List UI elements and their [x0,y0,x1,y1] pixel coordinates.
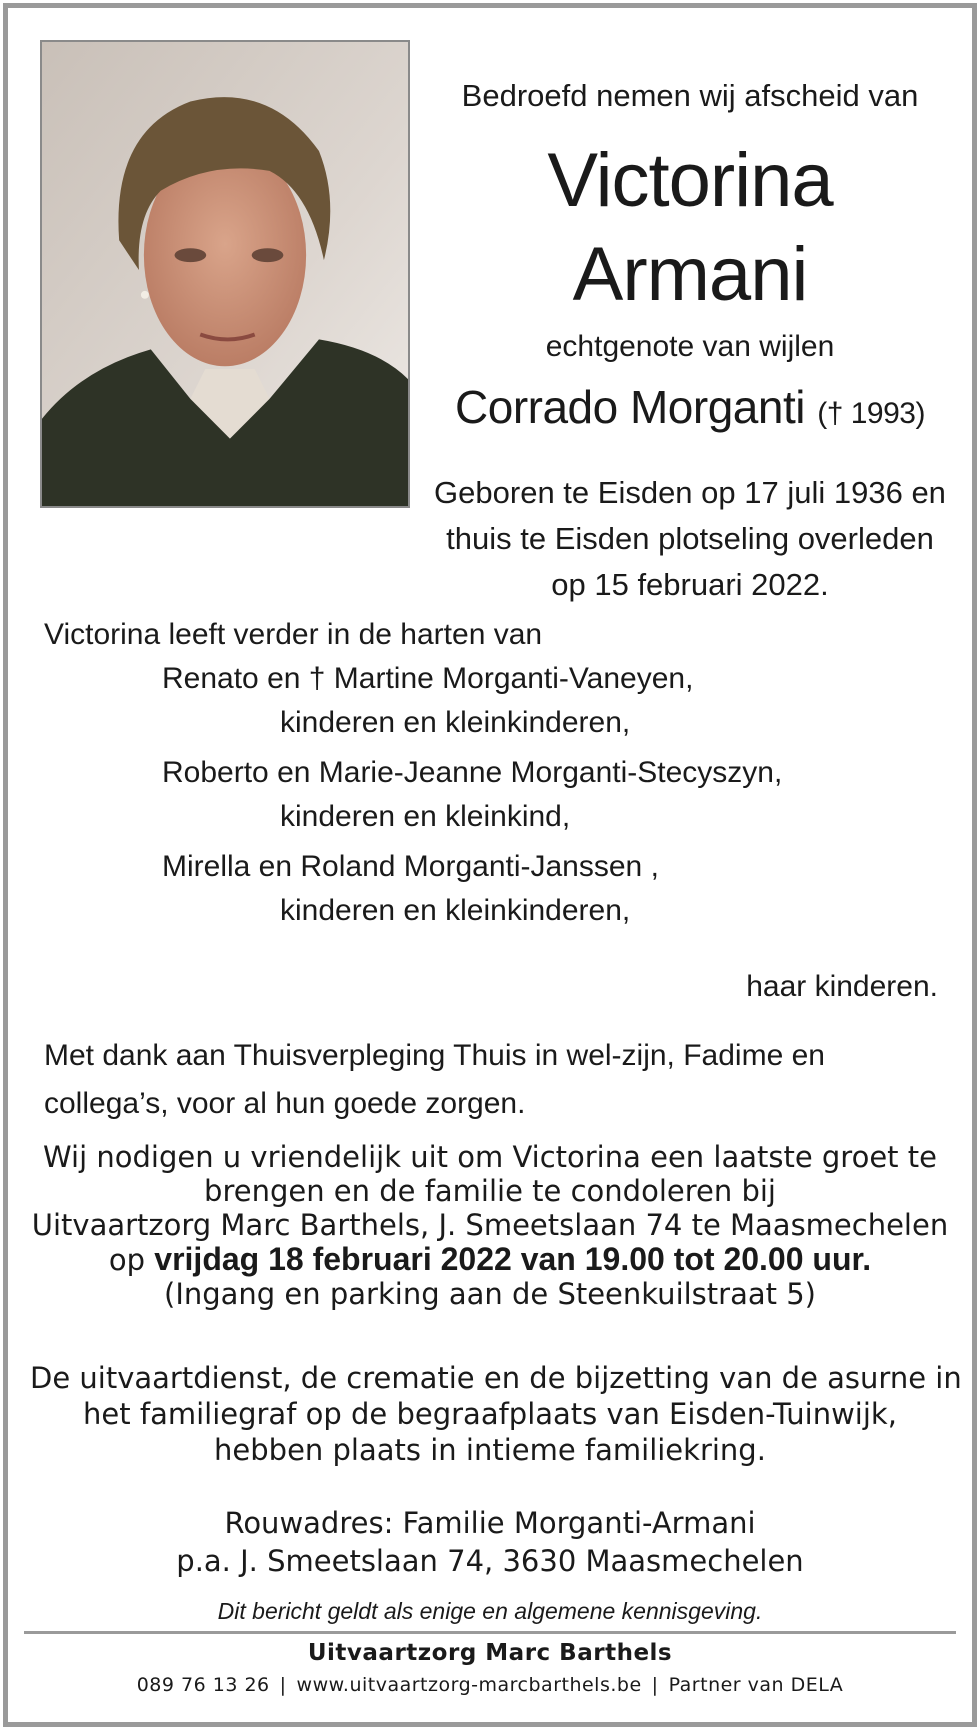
service-line: het familiegraf op de begraafplaats van Eisden-Tuinwijk, [83,1397,897,1431]
mourning-address [30,1504,950,1580]
lives-on-text: Victorina leeft verder in de harten van [44,618,543,651]
born-line: Geboren te Eisden op 17 juli 1936 en [434,475,946,510]
invite-line: (Ingang en parking aan de Steenkuilstraat 5) [164,1277,816,1311]
footer-divider [24,1631,956,1634]
portrait-image [42,42,408,506]
invite-datetime-line [30,1242,950,1277]
funeral-home-contact [30,1674,950,1696]
funeral-home-name: Uitvaartzorg Marc Barthels [307,1640,673,1666]
spouse-label: echtgenote van wijlen [545,330,835,363]
spouse-death-year: († 1993) [817,397,925,430]
visitation-invite [30,1140,950,1311]
funeral-home-website[interactable]: www.uitvaartzorg-marcbarthels.be [296,1674,642,1696]
funeral-home-phone: 089 76 13 26 [136,1674,270,1696]
invite-line: Uitvaartzorg Marc Barthels, J. Smeetslaan 74 te Maasmechelen [31,1208,949,1242]
intro-text: Bedroefd nemen wij afscheid van [461,78,919,113]
visitation-datetime: vrijdag 18 februari 2022 van 19.00 tot 20.00 uur. [154,1241,872,1277]
deceased-last-name: Armani [572,232,808,317]
family-name: Renato en † Martine Morganti-Vaneyen, [162,662,694,695]
family-sub: kinderen en kleinkind, [280,800,571,833]
address-line: Rouwadres: Familie Morganti-Armani [224,1506,756,1540]
invite-line: Wij nodigen u vriendelijk uit om Victorina een laatste groet te [43,1140,937,1174]
family-name: Roberto en Marie-Jeanne Morganti-Stecyszyn, [162,756,783,789]
spouse-name: Corrado Morganti [455,381,805,433]
birth-death-info [430,470,950,608]
spouse-name-line [430,380,950,434]
family-sub: kinderen en kleinkinderen, [280,894,631,927]
thanks-text: Met dank aan Thuisverpleging Thuis in wel-zijn, Fadime en collega’s, voor al hun goede zorgen. [44,1039,825,1120]
portrait-photo [40,40,410,508]
address-line: p.a. J. Smeetslaan 74, 3630 Maasmechelen [176,1544,804,1578]
born-line: thuis te Eisden plotseling overleden [446,521,934,556]
notice-disclaimer: Dit bericht geldt als enige en algemene kennisgeving. [217,1598,763,1624]
service-line: De uitvaartdienst, de crematie en de bijzetting van de asurne in [30,1361,962,1395]
service-info [30,1360,962,1468]
separator: | [651,1674,659,1696]
family-name: Mirella en Roland Morganti-Janssen , [162,850,659,883]
funeral-home-partner: Partner van DELA [668,1674,844,1696]
born-line: op 15 februari 2022. [551,567,829,602]
children-label: haar kinderen. [746,970,938,1003]
service-line: hebben plaats in intieme familiekring. [214,1433,766,1467]
invite-op: op [108,1243,155,1277]
separator: | [279,1674,287,1696]
deceased-first-name: Victorina [547,138,833,223]
family-sub: kinderen en kleinkinderen, [280,706,631,739]
invite-line: brengen en de familie te condoleren bij [204,1174,776,1208]
